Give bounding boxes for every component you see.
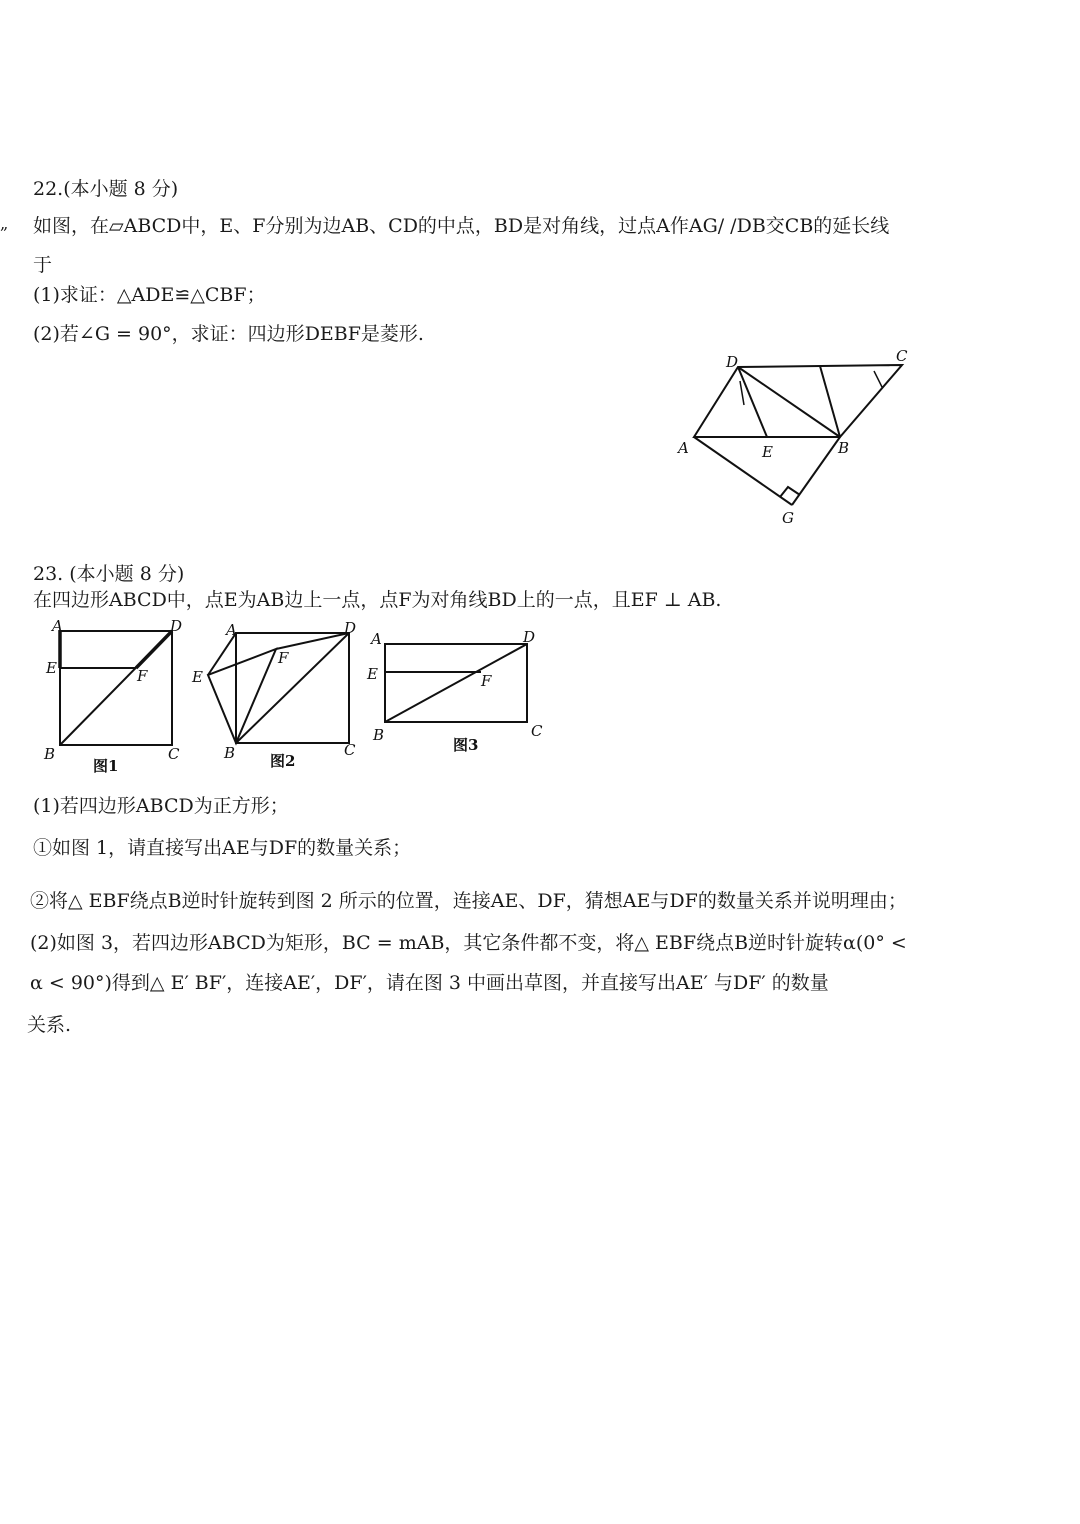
label-D: D — [726, 353, 739, 371]
hand-mark-1 — [740, 381, 744, 405]
segment-df — [276, 633, 349, 649]
q23-stem: 在四边形ABCD中，点E为AB边上一点，点F为对角线BD上的一点，且EF ⊥ AB. — [33, 589, 722, 611]
fig3-label-E: E — [367, 665, 378, 683]
q22-stem-line2: 于 — [33, 254, 53, 276]
label-B: B — [838, 439, 850, 457]
fig3-label-F: F — [481, 672, 492, 690]
fig1-label-C: C — [168, 745, 180, 763]
thick-mark-fd — [136, 631, 172, 668]
hand-mark-2 — [874, 371, 882, 387]
fig1-label-A: A — [52, 617, 63, 635]
q23-part1: (1)若四边形ABCD为正方形； — [33, 795, 289, 817]
q23-header: 23. (本小题 8 分) — [33, 563, 185, 585]
fig3-label-A: A — [371, 630, 382, 648]
q22-stem-line1: 如图，在▱ABCD中，E、F分别为边AB、CD的中点，BD是对角线，过点A作AG/ /DB交CB的延长线 — [33, 215, 890, 237]
q23-figure-3 — [365, 620, 555, 760]
fig3-label-D: D — [523, 628, 536, 646]
label-E: E — [762, 443, 773, 461]
right-angle-mark — [780, 487, 800, 497]
fig2-label-E: E — [192, 668, 203, 686]
diagonal-bd — [385, 644, 527, 722]
fig3-label-B: B — [373, 726, 385, 744]
fig2-label-B: B — [224, 744, 236, 762]
fig3-label-C: C — [531, 722, 543, 740]
q23-part2-line1: (2)如图 3，若四边形ABCD为矩形，BC = mAB，其它条件都不变，将△ EBF绕点B逆时针旋转α(0° < — [30, 932, 907, 954]
fig2-label-F: F — [278, 649, 289, 667]
label-C: C — [896, 347, 908, 365]
fig2-caption: 图2 — [270, 752, 296, 770]
q23-sub1: ①如图 1，请直接写出AE与DF的数量关系； — [33, 837, 412, 859]
segment-ag — [694, 437, 792, 505]
triangle-ebf — [208, 649, 276, 743]
fig1-label-D: D — [170, 617, 183, 635]
q23-part2-line3: 关系. — [27, 1014, 72, 1036]
q22-figure — [670, 345, 930, 535]
parallelogram-adcb — [694, 365, 902, 437]
q22-part2: (2)若∠G = 90°，求证：四边形DEBF是菱形. — [33, 323, 424, 345]
q23-part2-line2: α < 90°)得到△ E′ BF′，连接AE′，DF′，请在图 3 中画出草图，并直接写出AE′ 与DF′ 的数量 — [30, 972, 829, 994]
label-A: A — [678, 439, 689, 457]
label-G: G — [782, 509, 794, 527]
fig1-caption: 图1 — [93, 757, 119, 775]
q23-figure-1 — [40, 615, 200, 780]
fig1-label-F: F — [137, 667, 148, 685]
q22-header: 22.(本小题 8 分) — [33, 178, 179, 200]
fig3-caption: 图3 — [453, 736, 479, 754]
q22-part1: (1)求证：△ADE≌△CBF； — [33, 284, 266, 306]
margin-mark: „ — [0, 214, 9, 233]
q23-figure-2 — [188, 615, 368, 780]
q23-sub2: ②将△ EBF绕点B逆时针旋转到图 2 所示的位置，连接AE、DF，猜想AE与DF的数量关系并说明理由； — [30, 890, 907, 912]
fig1-label-B: B — [44, 745, 56, 763]
fig2-label-C: C — [344, 741, 356, 759]
fig1-label-E: E — [46, 659, 57, 677]
diagonal-bd — [236, 633, 349, 743]
fig2-label-D: D — [344, 619, 357, 637]
fig2-label-A: A — [226, 621, 237, 639]
